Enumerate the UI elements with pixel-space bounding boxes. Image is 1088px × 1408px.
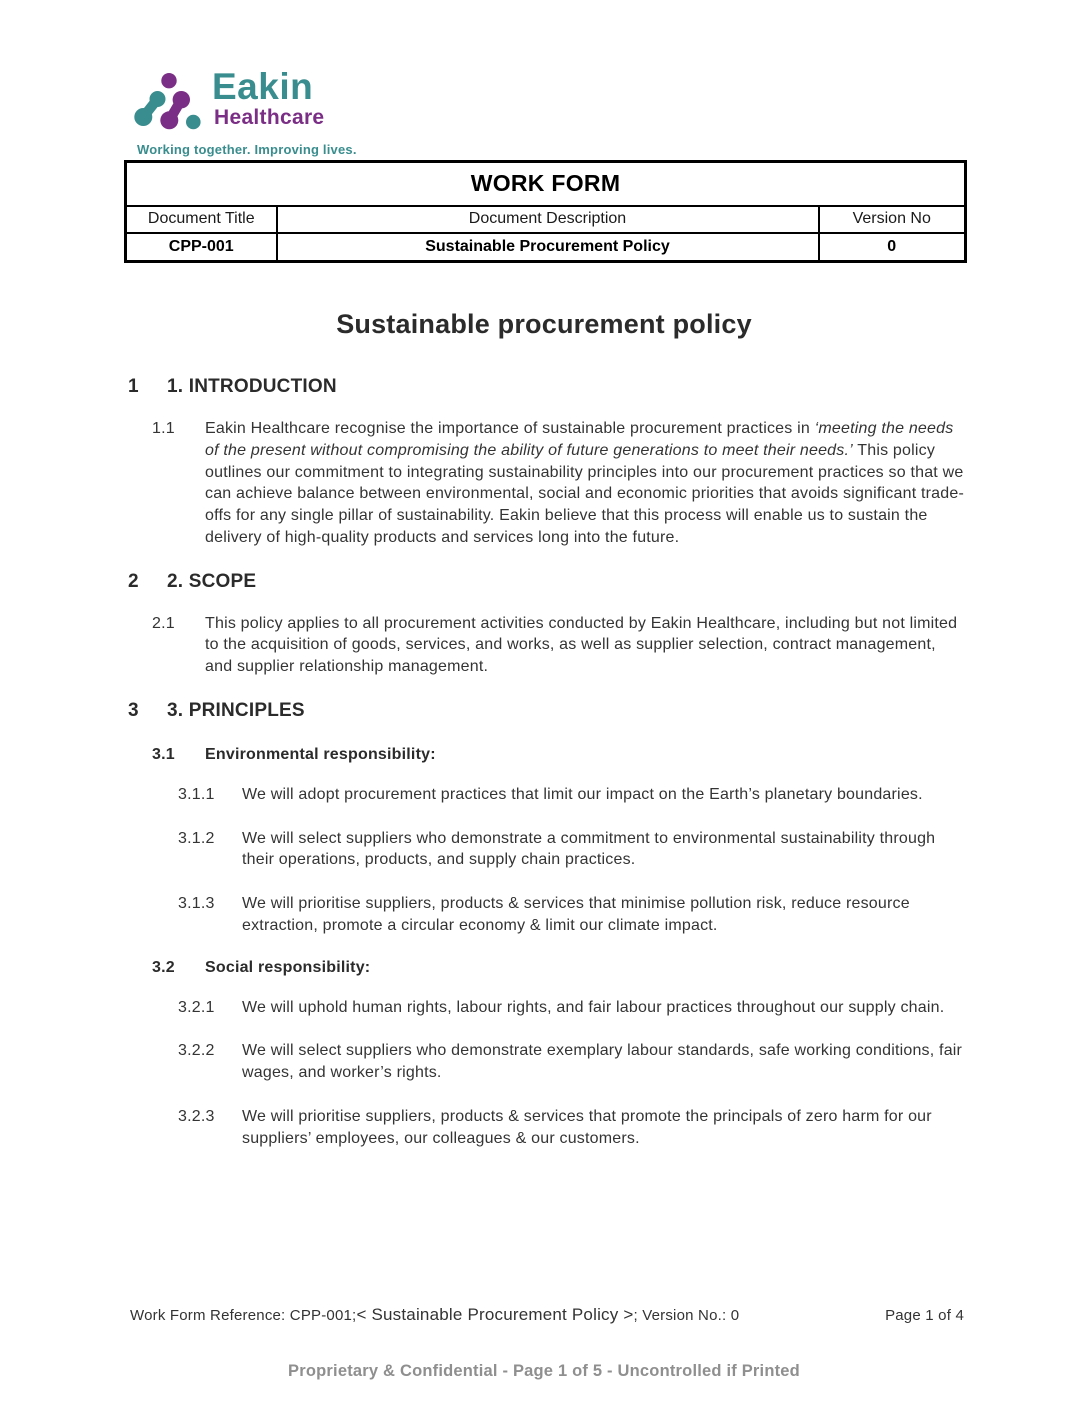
paragraph-text: We will uphold human rights, labour rights, and fair labour practices throughout our supply chain. (242, 998, 945, 1016)
section-heading-principles (124, 700, 964, 722)
paragraph-number: 1.1 (152, 420, 175, 437)
section-number: 3 (128, 699, 139, 721)
subsection-heading-environmental (124, 746, 964, 764)
paragraph-3-2-2 (124, 1040, 964, 1084)
cell-document-title: CPP-001 (126, 233, 277, 262)
paragraph-text-pre: Eakin Healthcare recognise the importance of sustainable procurement practices in (205, 420, 815, 437)
table-row-values (126, 233, 966, 262)
work-form-title: WORK FORM (126, 162, 966, 206)
paragraph-text: We will adopt procurement practices that limit our impact on the Earth’s planetary boundaries. (242, 785, 923, 803)
company-logo (128, 60, 964, 157)
paragraph-3-1-3 (124, 893, 964, 937)
footer-reference (130, 1305, 739, 1325)
paragraph-2-1 (124, 613, 964, 678)
subsection-number: 3.2 (152, 958, 175, 976)
logo-brand-name: Eakin (212, 66, 314, 107)
subsection-label: Social responsibility: (205, 958, 371, 976)
section-heading-introduction (124, 376, 964, 398)
footer-reference-post: ; Version No.: 0 (633, 1307, 740, 1324)
section-heading-scope (124, 571, 964, 593)
paragraph-text-post: This policy outlines our commitment to integrating sustainability principles into our procurement practices so that we can achieve balance between environmental, social and economic priorities that avoids significant trade-offs for any single pillar of sustainability. Eakin believe that this process will enable us to sustain the delivery of high-quality products and services long into the future. (205, 441, 964, 546)
logo-wordmark (212, 68, 324, 128)
footer-confidential-notice: Proprietary & Confidential - Page 1 of 5 - Uncontrolled if Printed (288, 1362, 800, 1380)
section-number: 2 (128, 570, 139, 592)
paragraph-number: 3.2.2 (178, 1042, 215, 1060)
footer-reference-doc-name: < Sustainable Procurement Policy > (356, 1305, 634, 1324)
footer-reference-line (124, 1305, 964, 1325)
paragraph-number: 3.1.2 (178, 829, 215, 847)
eakin-logo-icon (128, 60, 208, 138)
table-row-title (126, 162, 966, 206)
cell-version-no: 0 (819, 233, 966, 262)
section-number: 1 (128, 376, 139, 397)
subsection-heading-social (124, 959, 964, 977)
section-label: 2. SCOPE (167, 570, 257, 592)
work-form-table (124, 160, 967, 263)
page-title: Sustainable procurement policy (336, 309, 752, 339)
paragraph-number: 3.1.3 (178, 895, 215, 912)
col-header-document-title: Document Title (126, 206, 277, 233)
paragraph-text: We will prioritise suppliers, products & services that promote the principals of zero harm for our suppliers’ employees, our colleagues & our customers. (242, 1107, 932, 1147)
subsection-number: 3.1 (152, 745, 175, 763)
logo-brand-sub: Healthcare (214, 106, 325, 129)
footer-reference-pre: Work Form Reference: CPP-001; (130, 1307, 357, 1324)
paragraph-text: We will select suppliers who demonstrate a commitment to environmental sustainability through their operations, products, and supply chain practices. (242, 829, 936, 869)
paragraph-3-1-2 (124, 828, 964, 872)
paragraph-3-2-3 (124, 1106, 964, 1150)
footer-page-number: Page 1 of 4 (885, 1307, 964, 1324)
paragraph-text: We will prioritise suppliers, products & services that minimise pollution risk, reduce resource extraction, promote a circular economy & limit our climate impact. (242, 895, 910, 934)
paragraph-1-1 (124, 418, 964, 549)
table-row-headers (126, 206, 966, 233)
col-header-document-description: Document Description (277, 206, 819, 233)
paragraph-text: This policy applies to all procurement activities conducted by Eakin Healthcare, including but not limited to the acquisition of goods, services, and works, as well as supplier selection, contract management, and supplier relationship management. (205, 614, 958, 675)
paragraph-number: 3.1.1 (178, 785, 215, 803)
logo-tagline: Working together. Improving lives. (137, 142, 357, 157)
section-label: 1. INTRODUCTION (167, 376, 337, 397)
paragraph-3-1-1 (124, 784, 964, 806)
paragraph-number: 2.1 (152, 614, 175, 632)
paragraph-3-2-1 (124, 997, 964, 1019)
paragraph-text (205, 418, 964, 549)
section-label: 3. PRINCIPLES (167, 699, 305, 721)
paragraph-text: We will select suppliers who demonstrate exemplary labour standards, safe working conditions, fair wages, and worker’s rights. (242, 1042, 963, 1081)
cell-document-description: Sustainable Procurement Policy (277, 233, 819, 262)
paragraph-number: 3.2.1 (178, 998, 215, 1016)
col-header-version-no: Version No (819, 206, 966, 233)
paragraph-number: 3.2.3 (178, 1107, 215, 1125)
subsection-label: Environmental responsibility: (205, 745, 436, 763)
paragraph-text-quote: ‘meeting the needs of the present without compromising the ability of future generations to meet their needs.’ (205, 420, 954, 459)
